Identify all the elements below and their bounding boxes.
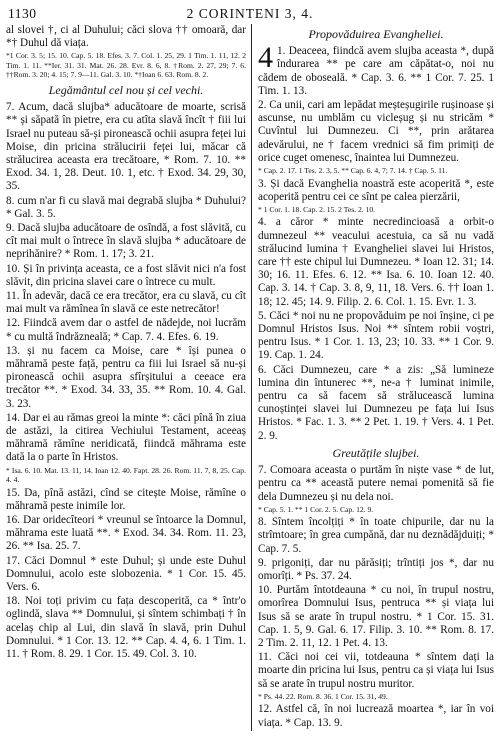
cross-reference: * 1 Cor. 1. 18. Cap. 2. 15. 2 Tes. 2. 10. xyxy=(258,204,376,214)
page-number: 1130 xyxy=(8,6,37,21)
verse: 13. și nu facem ca Moise, care * își punea o măhramă peste față, pentru ca fiii lui Israel să nu-și pironească ochii asupra sfîrșitului a ceeace era trecător **. * Exod. 34. 33, 35. ** Rom. 10. 4. Gal. 3. 23. xyxy=(6,344,246,410)
verse: 6. Căci Dumnezeu, care * a zis: „Să lumineze lumina din întunerec **, ne-a † luminat inimile, pentru ca să facem să strălucească lumina cunoștinței slavei lui Dumnezeu pe fața lui Isus Hristos. * Fac. 1. 3. ** 2 Pet. 1. 19. † Vers. 4. 1 Pet. 2. 9. xyxy=(258,363,494,442)
verse: al slovei †, ci al Duhului; căci slova †† omoară, dar *† Duhul dă viața. xyxy=(6,24,246,50)
verse: 5. Căci * noi nu ne propovăduim pe noi înșine, ci pe Domnul Hristos Isus. Noi ** sîntem robii voștri, pentru Isus. * 1 Cor. 1. 13, 23; 10. 33. ** 1 Cor. 9. 19. Cap. 1. 24. xyxy=(258,309,494,362)
verse: 9. Dacă slujba aducătoare de osîndă, a fost slăvită, cu cît mai mult o întrece în slavă slujba * aducătoare de neprihănire? * Rom. 1. 17; 3. 21. xyxy=(6,221,246,261)
verse: 11. În adevăr, dacă ce era trecător, era cu slavă, cu cît mai mult va rămînea în slavă ce este netrecător! xyxy=(6,289,246,316)
verse: 2. Ca unii, cari am lepădat meșteșugirile rușinoase și ascunse, nu umblăm cu vicleșug și nu stricăm * Cuvîntul lui Dumnezeu. Ci **, prin arătarea adevărului, ne † facem vrednici să fim primiți de orice cuget omenesc, înaintea lui Dumnezeu. xyxy=(258,99,494,164)
verse: 8. Sîntem încolțiți * în toate chipurile, dar nu la strîmtoare; în grea cumpănă, dar nu deznădăjduiți; * Cap. 7. 5. xyxy=(258,516,494,555)
verse: 3. Și dacă Evanghelia noastră este acoperită *, este acoperită pentru cei ce sînt pe calea pierzării, xyxy=(258,177,494,203)
verse: 8. cum n'ar fi cu slavă mai degrabă slujba * Duhului? * Gal. 3. 5. xyxy=(6,194,246,220)
verse: 12. Fiindcă avem dar o astfel de nădejde, noi lucrăm * cu multă îndrăzneală; * Cap. 7. 4. Efes. 6. 19. xyxy=(6,317,246,343)
cross-reference: * Isa. 6. 10. Mat. 13. 11, 14. Ioan 12. 40. Fapt. 28. 26. Rom. 11. 7, 8, 25. Cap. 4. 4. xyxy=(6,465,246,485)
verse: 18. Noi toți privim cu fața descoperită, ca * într'o oglindă, slava ** Domnului, și sîntem schimbați † în acelaș chip al Lui, din slavă în slavă, prin Duhul Domnului. * 1 Cor. 13. 12. ** Cap. 4. 4, 6. 1 Tim. 1. 11. † Rom. 8. 29. 1 Cor. 15. 49. Col. 3. 10. xyxy=(6,595,246,661)
verse: 12. Astfel că, în noi lucrează moartea *, iar în voi viața. * Cap. 13. 9. xyxy=(258,703,494,729)
left-column xyxy=(6,24,246,731)
page-header xyxy=(6,4,494,22)
right-column xyxy=(251,24,494,731)
verse: 11. Căci noi cei vii, totdeauna * sîntem dați la moarte din pricina lui Isus, pentru ca și viața lui Isus să se arate în trupul nostru muritor. xyxy=(258,651,494,690)
verse: 14. Dar ei au rămas greoi la minte *: căci pînă în ziua de astăzi, la citirea Vechiului Testament, aceeaș măhramă rămîne neridicată, fiindcă măhrama este dată la o parte în Hristos. xyxy=(6,411,246,464)
verse: 7. Acum, dacă slujba* aducătoare de moarte, scrisă ** și săpată în pietre, era cu atîta slavă încît † fiii lui Israel nu puteau să-și pironească ochii asupra feței lui Moise, din pricina strălucirii feței lui, măcar că strălucirea aceasta era trecătoare, * Rom. 7. 10. ** Exod. 34. 1, 28. Deut. 10. 1, etc. † Exod. 34. 29, 30, 35. xyxy=(6,101,246,193)
verse: 10. Purtăm întotdeauna * cu noi, în trupul nostru, omorîrea Domnului Isus, pentruca ** și viața lui Isus să se arate în trupul nostru. * 1 Cor. 15. 31. Cap. 1. 5, 9. Gal. 6. 17. Filip. 3. 10. ** Rom. 8. 17. 2 Tim. 2. 11, 12. 1 Pet. 4. 13. xyxy=(258,584,494,650)
section-heading: Greutățile slujbei. xyxy=(332,445,420,460)
section-heading: Propovăduirea Evangheliei. xyxy=(308,27,444,41)
verse: 10. Și în privința aceasta, ce a fost slăvit nici n'a fost slăvit, din pricina slavei care o întrece cu mult. xyxy=(6,262,246,288)
chapter-number: 4 xyxy=(258,41,273,75)
verse: 4. a căror * minte necredincioasă a orbit-o dumnezeul ** veacului acestuia, ca să nu vadă strălucind lumina † Evangheliei slavei lui Hristos, care †† este chipul lui Dumnezeu. * Ioan 12. 31; 14. 30; 16. 11. Efes. 6. 12. ** Isa. 6. 10. Ioan 12. 40. Cap. 3. 14. † Cap. 3. 8, 9, 11, 18. Vers. 6. †† Ioan 1. 18; 12. 45; 14. 9. Filip. 2. 6. Col. 1. 15. Evr. 1. 3. xyxy=(258,216,494,308)
cross-reference: *1 Cor. 3. 5; 15. 10. Cap. 5. 18. Efes. 3. 7. Col. 1. 25, 29. 1 Tim. 1. 11, 12. 2 Tim. 1. 11. **Ier. 31. 31. Mat. 26. 28. Evr. 8. 6, 8. †Rom. 2. 27, 29; 7. 6. ††Rom. 3. 20; 4. 15; 7. 9—11. Gal. 3. 10. *†Ioan 6. 63. Rom. 8. 2. xyxy=(6,51,246,80)
cross-reference: * Cap. 5. 1. ** 1 Cor. 2. 5. Cap. 12. 9. xyxy=(258,504,374,514)
verse: 15. Da, pînă astăzi, cînd se citește Moise, rămîne o măhramă peste inimile lor. xyxy=(6,486,246,512)
verse: 16. Dar oridecîteori * vreunul se întoarce la Domnul, măhrama este luată **. * Exod. 34. 34. Rom. 11. 23, 26. ** Isa. 25. 7. xyxy=(6,514,246,553)
text-columns xyxy=(6,24,494,731)
verse-text: 1. Deaceea, fiindcă avem slujba aceasta *, după îndurarea ** pe care am căpătat-o, noi nu cădem de oboseală. * Cap. 3. 6. ** 1 Cor. 7. 25. 1 Tim. 1. 13. xyxy=(258,45,494,97)
verse: 7. Comoara aceasta o purtăm în niște vase * de lut, pentru ca ** această putere nemai pomenită să fie dela Dumnezeu și nu dela noi. xyxy=(258,464,494,503)
verse xyxy=(258,41,494,98)
cross-reference: * Ps. 44. 22. Rom. 8. 36. 1 Cor. 15. 31, 49. xyxy=(258,691,388,701)
running-title: 2 CORINTENI 3, 4. xyxy=(186,6,314,21)
section-heading: Legământul cel nou și cel vechi. xyxy=(48,82,204,97)
verse: 9. prigoniți, dar nu părăsiți; trîntiți jos *, dar nu omorîți. * Ps. 37. 24. xyxy=(258,556,494,583)
verse: 17. Căci Domnul * este Duhul; și unde este Duhul Domnului, acolo este slobozenia. * 1 Cor. 15. 45. Vers. 6. xyxy=(6,554,246,594)
cross-reference: * Cap. 2. 17. 1 Tes. 2. 3, 5. ** Cap. 6. 4, 7; 7. 14. † Cap. 5. 11. xyxy=(258,166,448,176)
